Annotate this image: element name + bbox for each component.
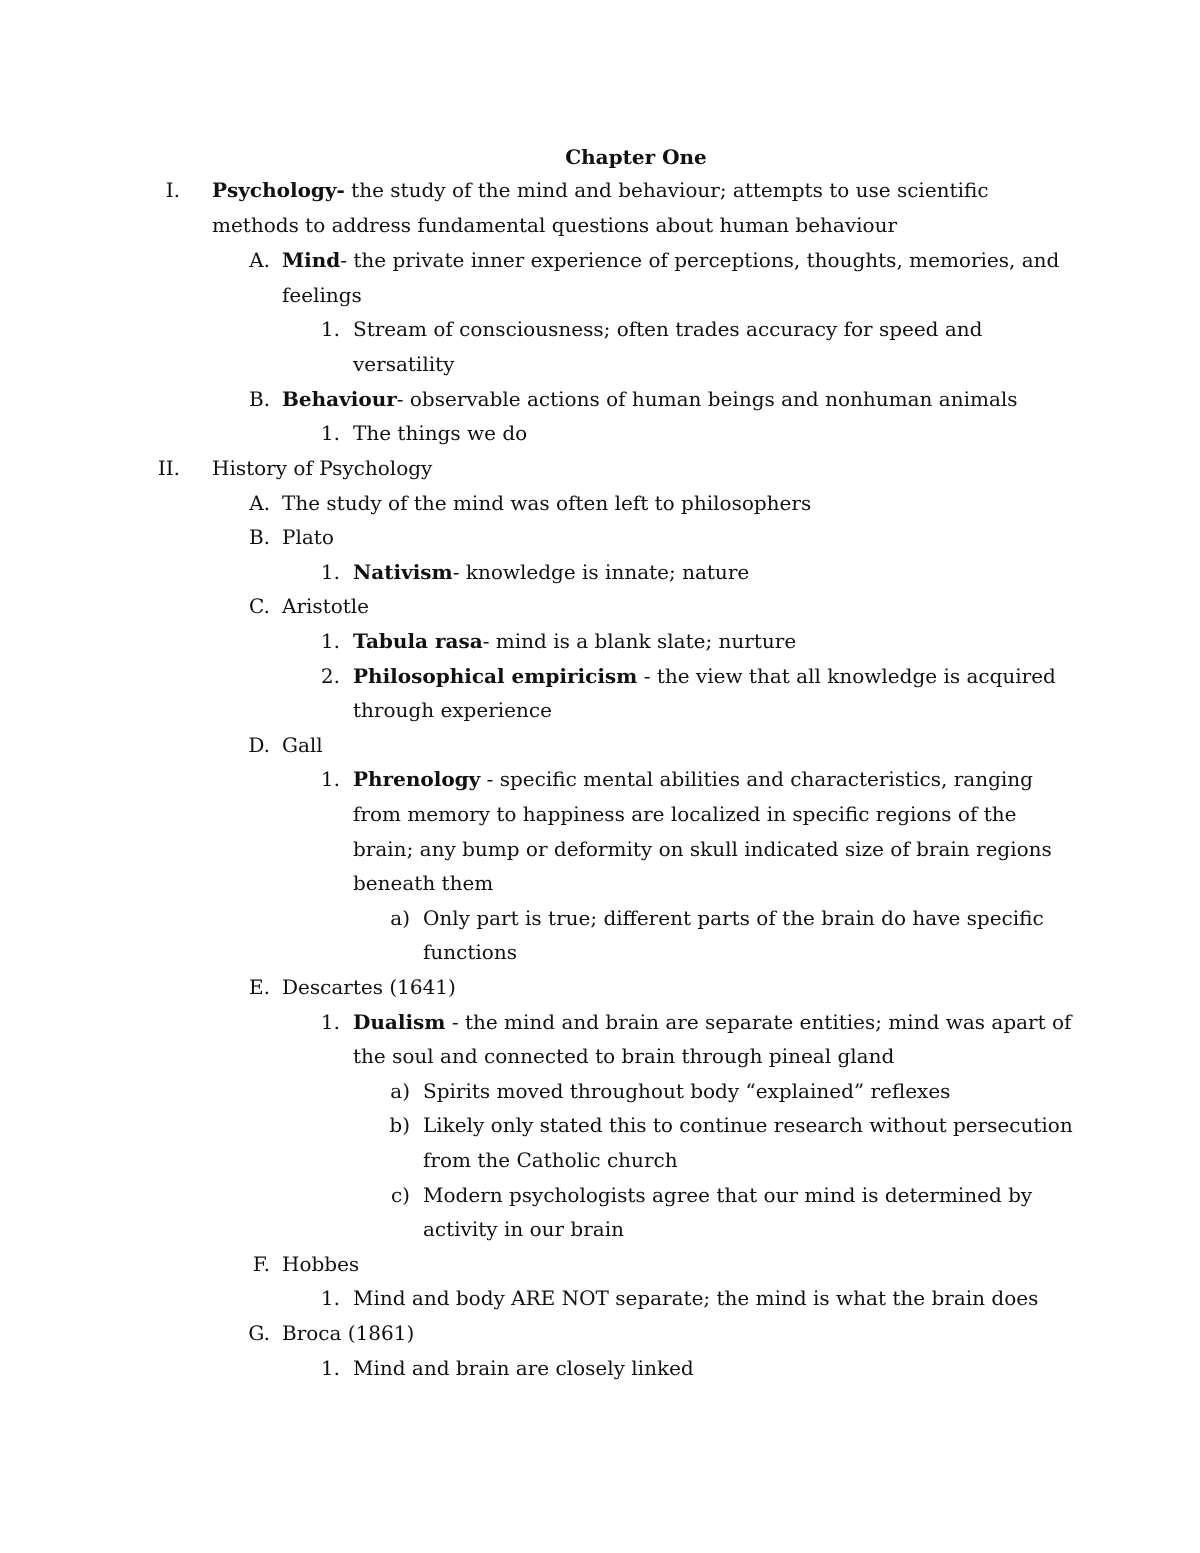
term: Mind [282, 248, 341, 272]
outline-text: Mind and body ARE NOT separate; the mind is what the brain does [353, 1286, 1039, 1310]
outline-marker: A. [249, 248, 270, 272]
outline-text: Modern psychologists agree that our mind is determined by [423, 1183, 1033, 1207]
outline-text: the soul and connected to brain through pineal gland [353, 1044, 895, 1068]
outline-text: Only part is true; different parts of the brain do have specific [423, 906, 1044, 930]
outline-text: brain; any bump or deformity on skull indicated size of brain regions [353, 837, 1052, 861]
outline-text [282, 243, 1132, 278]
outline-text [353, 762, 1143, 797]
definition-text: - mind is a blank slate; nurture [482, 629, 797, 653]
definition-text: - knowledge is innate; nature [452, 560, 750, 584]
outline-text: Broca (1861) [282, 1321, 415, 1345]
outline-marker: 1. [320, 767, 340, 791]
outline-marker: B. [248, 387, 270, 411]
outline-marker: D. [248, 733, 270, 757]
outline-marker: a) [390, 1079, 410, 1103]
outline-marker: b) [389, 1113, 410, 1137]
outline-marker: 1. [320, 629, 340, 653]
outline-text: feelings [282, 283, 362, 307]
outline-text: Gall [282, 733, 323, 757]
outline-marker: 1. [320, 421, 340, 445]
term: Philosophical empiricism [353, 664, 638, 688]
term: Psychology- [212, 178, 345, 202]
outline-marker: 1. [320, 1356, 340, 1380]
outline-marker: 1. [320, 1010, 340, 1034]
outline-marker: 1. [320, 1286, 340, 1310]
outline-marker: G. [248, 1321, 270, 1345]
outline-text: methods to address fundamental questions about human behaviour [212, 213, 898, 237]
outline-marker: 1. [320, 317, 340, 341]
outline-text: The study of the mind was often left to philosophers [282, 491, 812, 515]
outline-text: Descartes (1641) [282, 975, 456, 999]
outline-marker: c) [390, 1183, 410, 1207]
term: Phrenology [353, 767, 481, 791]
outline-marker: C. [249, 594, 270, 618]
outline-text: functions [423, 940, 517, 964]
outline-marker: 1. [320, 560, 340, 584]
outline-marker: E. [249, 975, 270, 999]
outline-text: versatility [353, 352, 455, 376]
outline-marker: F. [252, 1252, 270, 1276]
outline-text: Stream of consciousness; often trades accuracy for speed and [353, 317, 983, 341]
term: Dualism [353, 1010, 446, 1034]
outline-text [353, 555, 1143, 590]
outline-marker: I. [165, 178, 180, 202]
outline-text [212, 173, 1112, 208]
outline-text: Mind and brain are closely linked [353, 1356, 694, 1380]
outline-text: activity in our brain [423, 1217, 624, 1241]
term: Nativism [353, 560, 453, 584]
outline-text: Plato [282, 525, 334, 549]
outline-text: The things we do [353, 421, 528, 445]
outline-text: Aristotle [282, 594, 370, 618]
definition-text: - observable actions of human beings and nonhuman animals [396, 387, 1018, 411]
outline-text: Spirits moved throughout body “explained” reflexes [423, 1079, 951, 1103]
outline-text: Likely only stated this to continue research without persecution [423, 1113, 1073, 1137]
definition-text: - specific mental abilities and characteristics, ranging [480, 767, 1033, 791]
definition-text: - the view that all knowledge is acquired [637, 664, 1056, 688]
outline-marker: a) [390, 906, 410, 930]
definition-text: the study of the mind and behaviour; attempts to use scientific [344, 178, 989, 202]
outline-text [353, 1005, 1143, 1040]
page-title: Chapter One [565, 145, 707, 169]
outline-text: History of Psychology [212, 456, 433, 480]
outline-text: Hobbes [282, 1252, 360, 1276]
outline-text: beneath them [353, 871, 494, 895]
outline-text [282, 382, 1132, 417]
outline-text [353, 624, 1143, 659]
outline-marker: B. [248, 525, 270, 549]
term: Behaviour [282, 387, 397, 411]
outline-text: from memory to happiness are localized in specific regions of the [353, 802, 1017, 826]
definition-text: - the private inner experience of perceptions, thoughts, memories, and [340, 248, 1060, 272]
outline-text [353, 659, 1143, 694]
outline-text: through experience [353, 698, 552, 722]
outline-marker: A. [249, 491, 270, 515]
outline-text: from the Catholic church [423, 1148, 678, 1172]
term: Tabula rasa [353, 629, 483, 653]
outline-marker: II. [157, 456, 180, 480]
outline-marker: 2. [320, 664, 340, 688]
definition-text: - the mind and brain are separate entities; mind was apart of [445, 1010, 1072, 1034]
